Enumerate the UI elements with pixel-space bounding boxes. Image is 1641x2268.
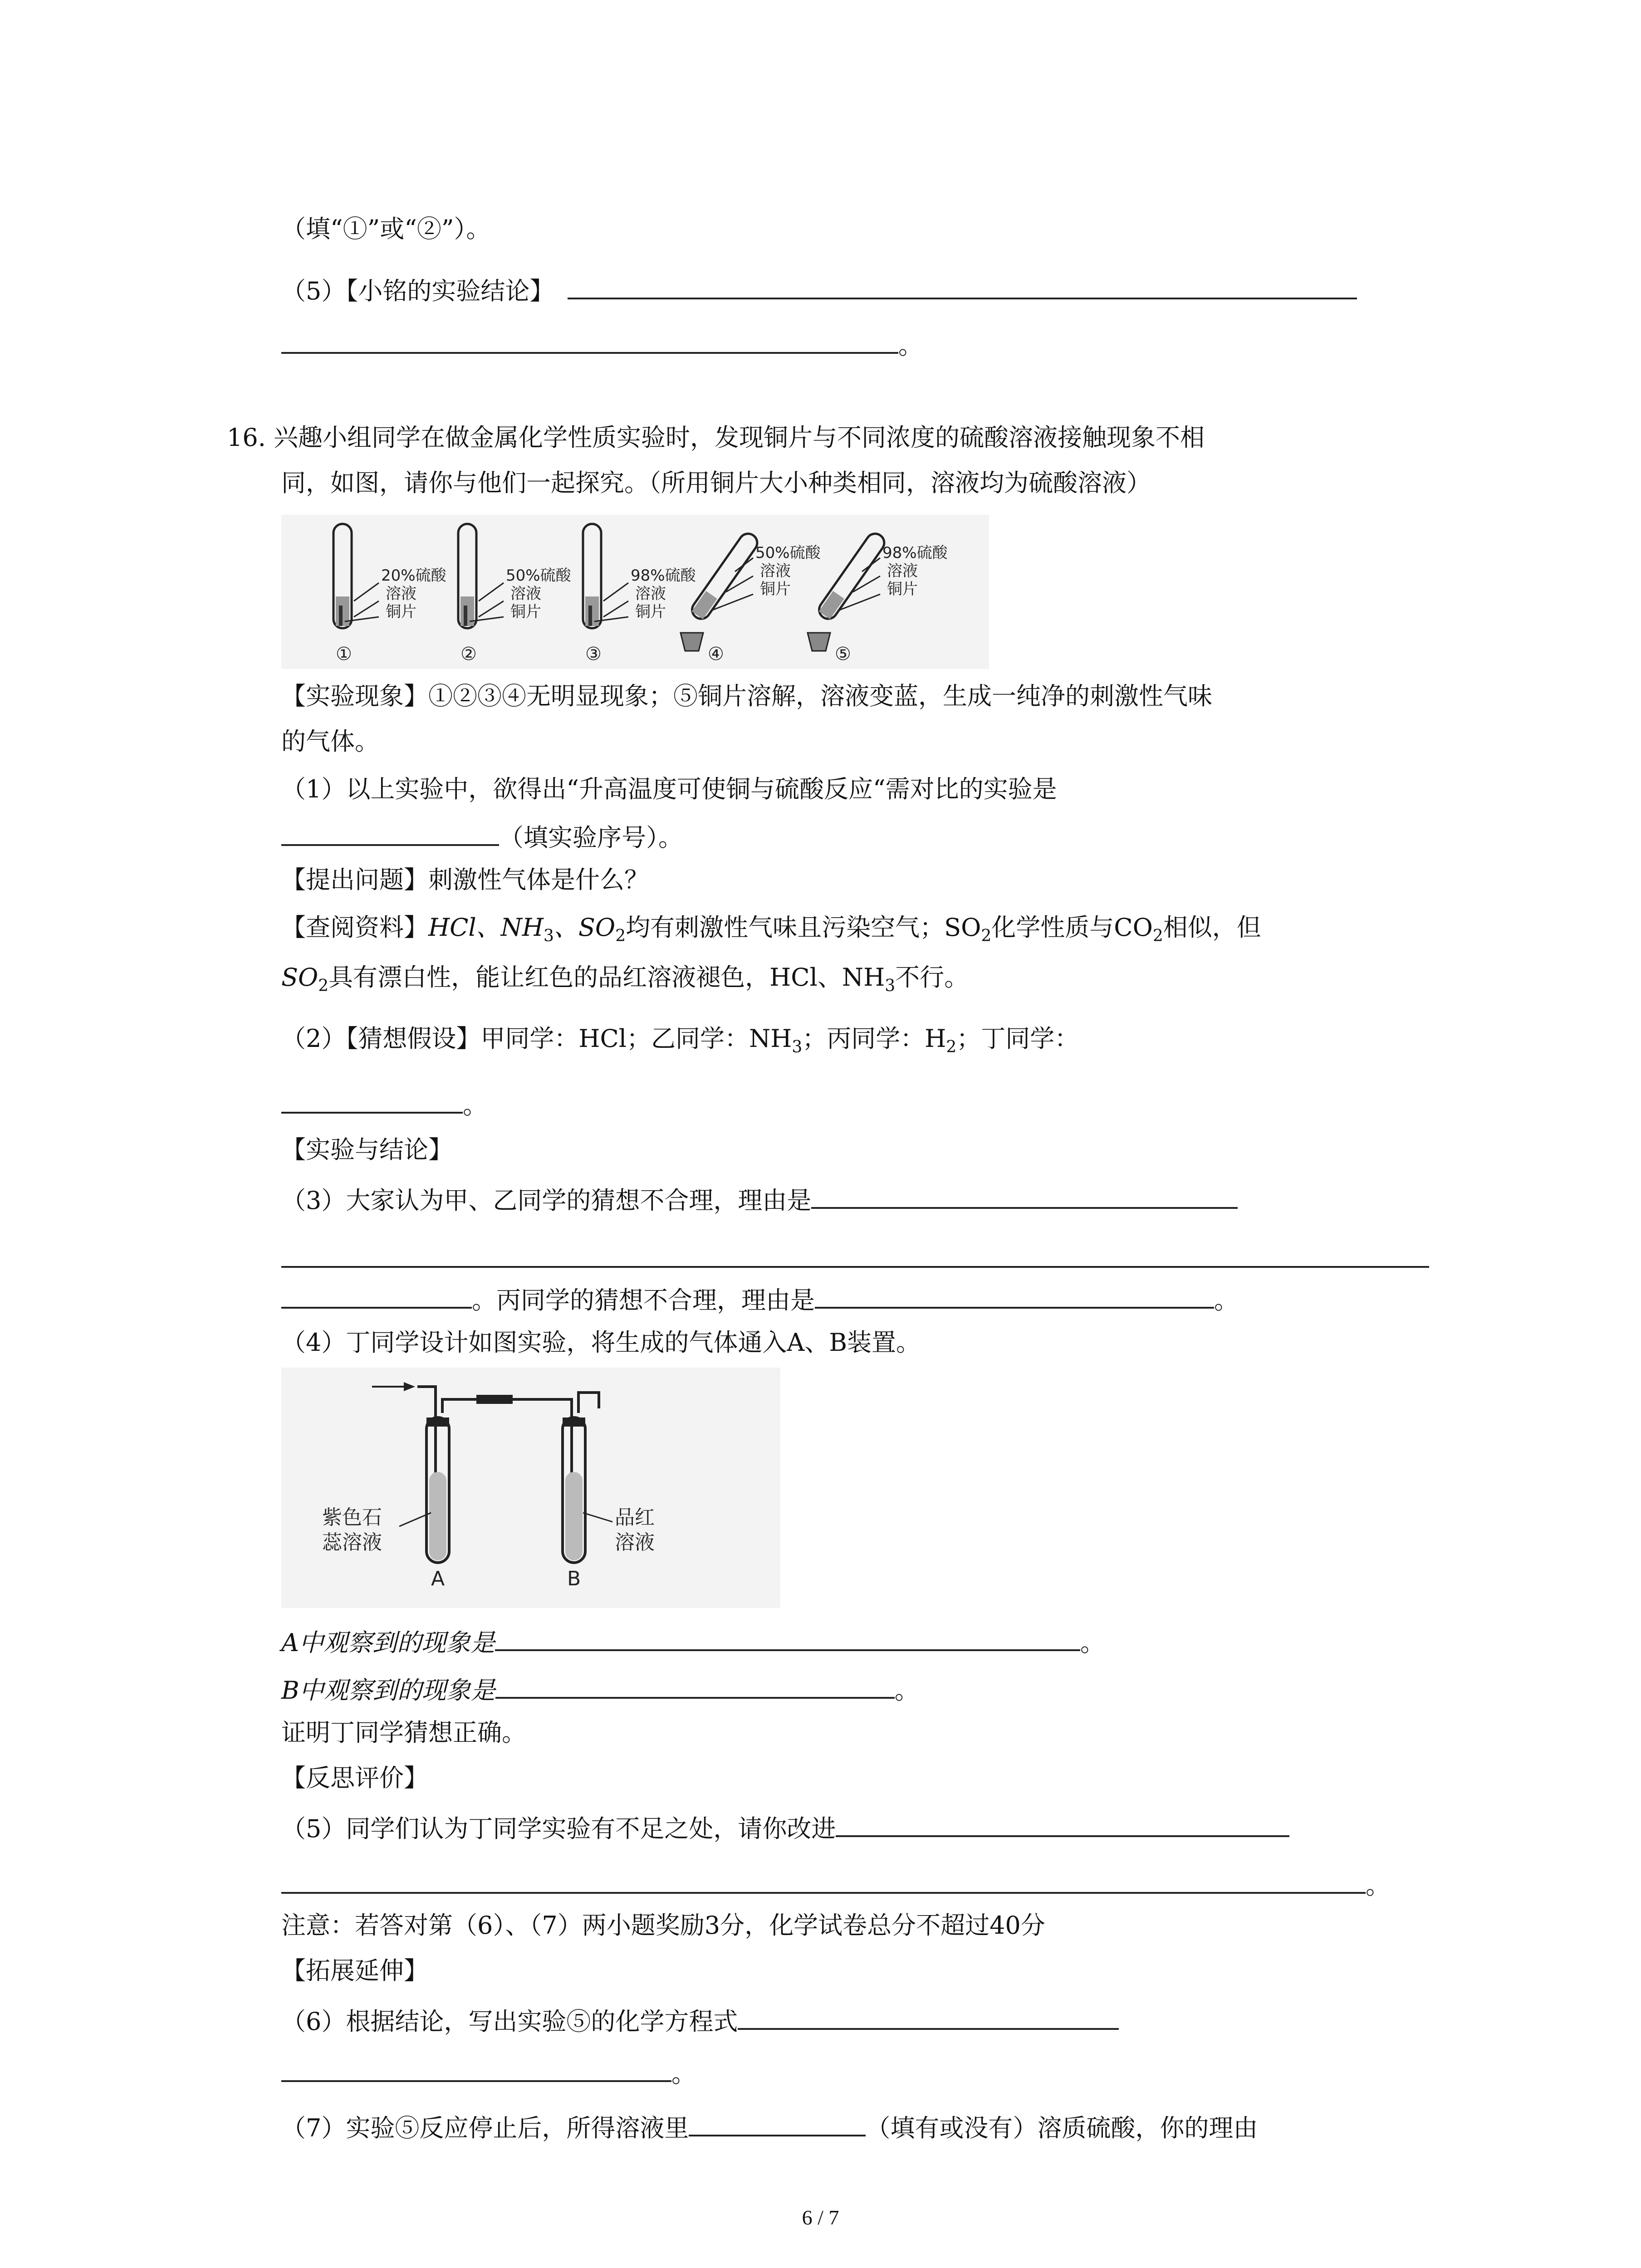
burner-icon (808, 633, 830, 651)
tube-4-conc: 50%硫酸 (755, 544, 821, 562)
p7-line (281, 2109, 1258, 2144)
obsB-line (281, 1672, 919, 1706)
answer-blank[interactable] (568, 272, 1357, 299)
p1-line2 (281, 819, 683, 854)
tube-1-sol: 溶液 (386, 585, 416, 603)
phenomenon-line1: 【实验现象】①②③④无明显现象；⑤铜片溶解，溶液变蓝，生成一纯净的刺激性气味 (281, 682, 1212, 710)
appB-letter: B (567, 1567, 581, 1590)
period: 。 (894, 1676, 919, 1705)
question-number: 16. (227, 423, 266, 452)
ref-e: 相似，但 (1163, 913, 1261, 942)
ref2-b: 具有漂白性，能让红色的品红溶液褪色，HCl、NH (328, 963, 885, 992)
period: 。 (671, 2059, 696, 2088)
ref2-a: SO (281, 963, 318, 992)
tube-2-conc: 50%硫酸 (506, 567, 571, 585)
reflect-label: 【反思评价】 (281, 1764, 428, 1792)
extend-label: 【拓展延伸】 (281, 1956, 428, 1985)
page-number: 6 / 7 (802, 2206, 839, 2229)
p2-b: ；丙同学：H (802, 1024, 946, 1053)
test-tubes-figure (281, 515, 989, 669)
answer-blank[interactable] (738, 2003, 1119, 2030)
p2-line (281, 1023, 1079, 1063)
answer-blank[interactable] (815, 1281, 1214, 1309)
prove-line: 证明丁同学猜想正确。 (281, 1718, 526, 1747)
reference-line1 (281, 912, 1261, 952)
sub: 2 (1152, 927, 1163, 945)
q5-line (281, 272, 1357, 307)
tube-1 (333, 524, 447, 665)
sub: 2 (946, 1038, 957, 1056)
tube-3-sol: 溶液 (635, 585, 666, 603)
tube-3 (583, 524, 696, 665)
p3-line2-blank (281, 1241, 1429, 1276)
p2-line2 (281, 1086, 487, 1121)
answer-blank[interactable] (281, 1241, 1429, 1268)
q16-intro2: 同，如图，请你与他们一起探究。（所用铜片大小种类相同，溶液均为硫酸溶液） (281, 469, 1151, 497)
burner-icon (681, 633, 703, 651)
answer-blank[interactable] (495, 1672, 895, 1699)
tube-2-sol: 溶液 (510, 585, 541, 603)
note-line: 注意：若答对第（6）、（7）两小题奖励3分，化学试卷总分不超过40分 (281, 1911, 1045, 1940)
ref-b: 、SO (554, 913, 616, 942)
p3-line (281, 1182, 1238, 1217)
sub: 2 (318, 977, 329, 995)
answer-blank[interactable] (281, 1281, 472, 1309)
answer-blank[interactable] (281, 1867, 1366, 1894)
p4-text: （4）丁同学设计如图实验，将生成的气体通入A、B装置。 (281, 1328, 921, 1357)
tube-5-sol: 溶液 (887, 562, 918, 580)
sub: 2 (615, 927, 626, 945)
tube-1-conc: 20%硫酸 (381, 567, 446, 585)
p6-line (281, 2003, 1119, 2038)
appA-label2: 蕊溶液 (322, 1531, 382, 1554)
ref-label: 【查阅资料】 (281, 913, 428, 942)
sub: 3 (792, 1038, 803, 1056)
p5-line2 (281, 1867, 1390, 1901)
p5-text: （5）同学们认为丁同学实验有不足之处，请你改进 (281, 1814, 836, 1843)
tube-5-num: ⑤ (835, 644, 851, 665)
p3-line3 (281, 1281, 1239, 1316)
ref-a: HCl、NH (428, 913, 544, 942)
period: 。 (898, 331, 923, 360)
answer-blank[interactable] (281, 327, 898, 354)
tube-2-cu: 铜片 (510, 603, 541, 621)
question-label: 【提出问题】刺激性气体是什么？ (281, 865, 649, 894)
tube-1-num: ① (336, 644, 352, 665)
p3-text: （3）大家认为甲、乙同学的猜想不合理，理由是 (281, 1186, 812, 1215)
tube-3-num: ③ (585, 644, 602, 665)
sub: 3 (885, 977, 896, 995)
obsB-text: B中观察到的现象是 (281, 1676, 495, 1705)
q5-line2 (281, 327, 923, 362)
answer-blank[interactable] (281, 819, 499, 846)
period: 。 (1366, 1871, 1390, 1900)
appA-letter: A (431, 1567, 445, 1590)
reference-line2 (281, 962, 969, 1002)
p2-a: （2）【猜想假设】甲同学：HCl；乙同学：NH (281, 1024, 792, 1053)
tube-4-sol: 溶液 (760, 562, 791, 580)
p3-mid: 。丙同学的猜想不合理，理由是 (472, 1286, 815, 1315)
p5-line (281, 1810, 1289, 1845)
obsA-text: A中观察到的现象是 (281, 1628, 495, 1657)
tube-4 (681, 530, 821, 665)
p7-b: （填有或没有）溶质硫酸，你的理由 (866, 2114, 1258, 2142)
tube-5 (808, 530, 948, 665)
p2-c: ；丁同学： (956, 1024, 1079, 1053)
answer-blank[interactable] (281, 1086, 463, 1114)
p7-a: （7）实验⑤反应停止后，所得溶液里 (281, 2114, 689, 2142)
period: 。 (1080, 1628, 1105, 1657)
p1-hint: （填实验序号）。 (499, 823, 683, 852)
q5-label: （5）【小铭的实验结论】 (281, 277, 554, 305)
period: 。 (1214, 1286, 1239, 1315)
apparatus-figure (281, 1368, 780, 1608)
ref-c: 均有刺激性气味且污染空气；SO (626, 913, 981, 942)
fill-hint: （填“①”或“②”）。 (281, 215, 491, 243)
tube-3-cu: 铜片 (635, 603, 666, 621)
tube-5-cu: 铜片 (887, 580, 918, 598)
appA-label1: 紫色石 (322, 1506, 382, 1529)
ref2-c: 不行。 (895, 963, 969, 992)
intro-text: 兴趣小组同学在做金属化学性质实验时，发现铜片与不同浓度的硫酸溶液接触现象不相 (274, 423, 1205, 452)
answer-blank[interactable] (495, 1624, 1080, 1651)
tube-2 (458, 524, 572, 665)
answer-blank[interactable] (281, 2055, 671, 2082)
tube-4-cu: 铜片 (760, 580, 791, 598)
answer-blank[interactable] (836, 1810, 1289, 1837)
tube-2-num: ② (460, 644, 477, 665)
p6-text: （6）根据结论，写出实验⑤的化学方程式 (281, 2007, 738, 2036)
tube-1-cu: 铜片 (386, 603, 416, 621)
tube-3-conc: 98%硫酸 (631, 567, 696, 585)
connector (476, 1395, 513, 1404)
sub: 2 (981, 927, 992, 945)
phenomenon-line2: 的气体。 (281, 727, 379, 756)
appB-label2: 溶液 (615, 1531, 655, 1554)
answer-blank[interactable] (689, 2109, 866, 2136)
answer-blank[interactable] (811, 1182, 1238, 1209)
obsA-line (281, 1624, 1105, 1659)
tube-5-conc: 98%硫酸 (882, 544, 948, 562)
period: 。 (463, 1091, 487, 1119)
tube-4-num: ④ (708, 644, 724, 665)
sub: 3 (544, 927, 554, 945)
appB-label1: 品红 (615, 1506, 655, 1529)
p6-line2 (281, 2055, 696, 2090)
q16-intro1 (227, 422, 1205, 454)
ref-d: 化学性质与CO (991, 913, 1153, 942)
exp-conclusion-label: 【实验与结论】 (281, 1135, 453, 1164)
p1-text: （1）以上实验中，欲得出“升高温度可使铜与硫酸反应“需对比的实验是 (281, 775, 1057, 803)
